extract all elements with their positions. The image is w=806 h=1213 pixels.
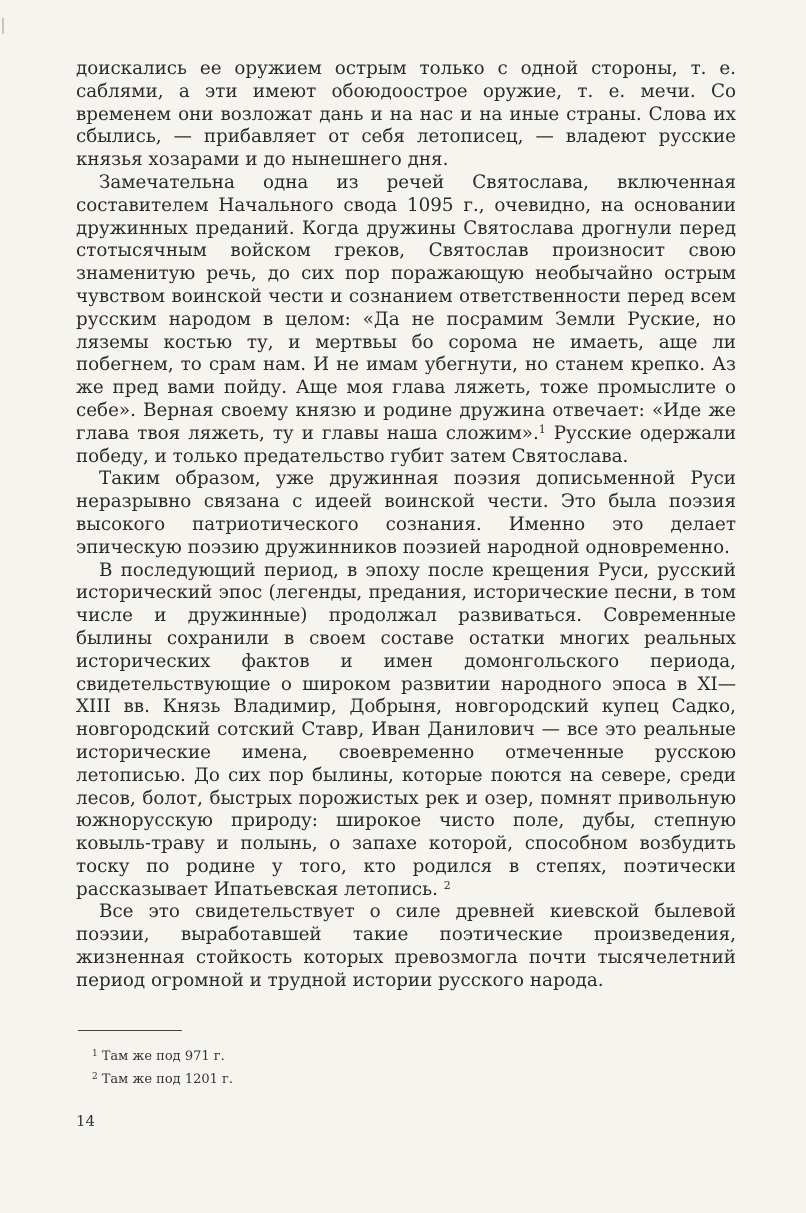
footnote-1 — [92, 1044, 233, 1067]
scan-edge-mark — [2, 18, 4, 34]
paragraph-1-text: доискались ее оружием острым только с одной стороны, т. е. саблями, а эти имеют обоюдоострое оружие, т. е. мечи. Со временем они возложат дань и на нас и на иные страны. Слова их сбылись, — прибавляет от себя летописец, — владеют русские князья хозарами и до нынешнего дня. — [76, 58, 736, 171]
paragraph-5-text: Все это свидетельствует о силе древней киевской былевой поэзии, выработавшей такие поэтические произведения, жизненная стойкость которых превозмогла почти тысячелетний период огромной и трудной истории русского народа. — [76, 901, 736, 991]
footnote-2-text: Там же под 1201 г. — [101, 1072, 233, 1087]
footnotes — [92, 1044, 233, 1090]
footnote-ref-1[interactable]: 1 — [538, 422, 546, 436]
footnote-1-text: Там же под 971 г. — [101, 1049, 225, 1064]
footnote-2-mark: 2 — [92, 1072, 98, 1082]
footnote-2 — [92, 1067, 233, 1090]
paragraph-1 — [76, 58, 736, 172]
footnote-ref-2[interactable]: 2 — [443, 878, 451, 892]
paragraph-3 — [76, 468, 736, 559]
paragraph-2-text: Замечательна одна из речей Святослава, включенная составителем Начального свода 1095 г., очевидно, на основании дружинных преданий. Когда дружины Святослава дрогнули перед стотысячным войском греков, Святослав произносит свою знаменитую речь, до сих пор поражающую необычайно острым чувством воинской чести и сознанием ответственности перед всем русским народом в целом: «Да не посрамим Земли Руские, но ляземы костью ту, и мертвьы бо сорома не имаеть, аще ли побегнем, то срам нам. И не имам убегнути, но станем крепко. Аз же пред вами пойду. Аще моя глава ляжеть, тоже промыслите о себе». Верная своему князю и родине дружина отвечает: «Иде же глава твоя ляжеть, ту и главы наша сложим». — [76, 171, 736, 444]
paragraph-2-tail: Русские одержали победу, и только предательство губит затем Святослава. — [76, 422, 736, 467]
paragraph-4 — [76, 560, 736, 902]
paragraph-2 — [76, 172, 736, 468]
page-number: 14 — [76, 1112, 96, 1130]
paragraph-4-text: В последующий период, в эпоху после крещения Руси, русский исторический эпос (легенды, предания, исторические песни, в том числе и дружинные) продолжал развиваться. Современные былины сохранили в своем составе остатки многих реальных исторических фактов и имен домонгольского периода, свидетельствующие о широком развитии народного эпоса в XI—XIII вв. Князь Владимир, Добрыня, новгородский купец Садко, новгородский сотский Ставр, Иван Данилович — все это реальные исторические имена, своевременно отмеченные русскою летописью. До сих пор былины, которые поются на севере, среди лесов, болот, быстрых порожистых рек и озер, помнят привольную южнорусскую природу: широкое чисто поле, дубы, степную ковыль-траву и полынь, о запахе которой, способном возбудить тоску по родине у того, кто родился в степях, поэтически рассказывает Ипатьевская летопись. — [76, 559, 736, 900]
paragraph-5 — [76, 901, 736, 992]
body-text — [76, 58, 736, 993]
footnote-1-mark: 1 — [92, 1049, 98, 1059]
footnote-divider — [78, 1030, 182, 1031]
paragraph-3-text: Таким образом, уже дружинная поэзия дописьменной Руси неразрывно связана с идеей воинской чести. Это была поэзия высокого патриотического сознания. Именно это делает эпическую поэзию дружинников поэзией народной одновременно. — [76, 468, 736, 558]
